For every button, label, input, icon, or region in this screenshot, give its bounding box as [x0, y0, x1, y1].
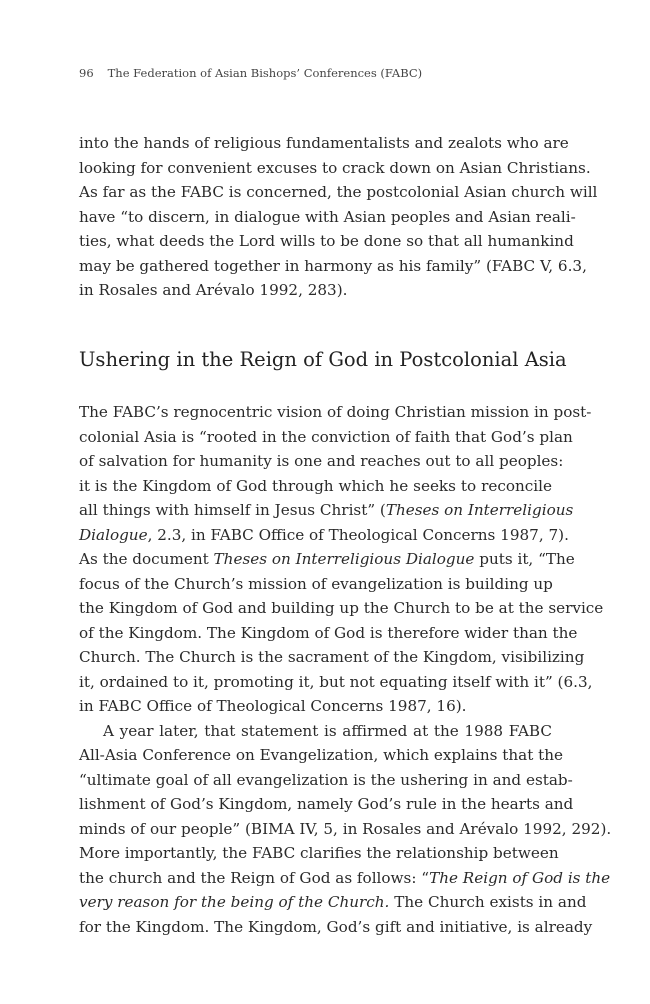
- text-run: the church and the Reign of God as follows: “: [79, 868, 430, 887]
- text-line: [79, 498, 574, 523]
- text-line: [79, 547, 575, 572]
- text-line: looking for convenient excuses to crack down on Asian Christians.: [79, 158, 591, 177]
- text-line: of the Kingdom. The Kingdom of God is therefore wider than the: [79, 623, 578, 642]
- italic-title: Theses on Interreligious: [385, 501, 574, 519]
- section-heading: Ushering in the Reign of God in Postcolonial Asia: [79, 348, 567, 371]
- text-line: it, ordained to it, promoting it, but not equating itself with it” (6.3,: [79, 672, 593, 691]
- text-line: All-Asia Conference on Evangelization, which explains that the: [79, 746, 564, 764]
- text-line: [79, 890, 587, 915]
- text-line: ties, what deeds the Lord wills to be done so that all humankind: [79, 232, 574, 250]
- text-line: lishment of God’s Kingdom, namely God’s rule in the hearts and: [79, 795, 574, 813]
- text-line: [79, 866, 611, 891]
- text-line: into the hands of religious fundamentalists and zealots who are: [79, 134, 569, 152]
- running-head: [79, 66, 422, 80]
- text-line: of salvation for humanity is one and reaches out to all peoples:: [79, 452, 564, 470]
- text-run: puts it, “The: [474, 550, 575, 568]
- italic-quote: The Reign of God is the: [429, 868, 611, 887]
- text-line: in FABC Office of Theological Concerns 1987, 16).: [79, 697, 467, 715]
- text-run: As the document: [79, 550, 214, 568]
- body-text: [79, 400, 612, 939]
- text-line: have “to discern, in dialogue with Asian peoples and Asian reali-: [79, 207, 576, 226]
- text-line: Church. The Church is the sacrament of the Kingdom, visibilizing: [79, 648, 585, 666]
- text-line: in Rosales and Arévalo 1992, 283).: [79, 281, 348, 299]
- italic-title: Theses on Interreligious Dialogue: [213, 550, 475, 568]
- italic-quote: very reason for the being of the Church.: [79, 893, 390, 911]
- text-run: , 2.3, in FABC Office of Theological Concerns 1987, 7).: [147, 525, 569, 544]
- page-number: 96: [79, 66, 94, 80]
- text-line: for the Kingdom. The Kingdom, God’s gift and initiative, is already: [79, 917, 593, 936]
- text-line: may be gathered together in harmony as his family” (FABC V, 6.3,: [79, 256, 587, 275]
- italic-title: Dialogue: [79, 525, 148, 544]
- text-run: The Church exists in and: [389, 893, 587, 911]
- text-line: the Kingdom of God and building up the Church to be at the service: [79, 599, 604, 617]
- text-line: The FABC’s regnocentric vision of doing Christian mission in post-: [79, 403, 592, 421]
- paragraph-2: [79, 400, 604, 719]
- text-line: “ultimate goal of all evangelization is the ushering in and estab-: [79, 770, 573, 789]
- text-line: [79, 523, 569, 548]
- text-line: As far as the FABC is concerned, the postcolonial Asian church will: [79, 183, 598, 201]
- text-line: More importantly, the FABC clarifies the relationship between: [79, 844, 559, 862]
- text-line: colonial Asia is “rooted in the conviction of faith that God’s plan: [79, 427, 573, 446]
- text-line: focus of the Church’s mission of evangelization is building up: [79, 574, 553, 593]
- text-line: it is the Kingdom of God through which he seeks to reconcile: [79, 476, 552, 495]
- text-run: all things with himself in Jesus Christ” (: [79, 501, 386, 519]
- text-line: minds of our people” (BIMA IV, 5, in Rosales and Arévalo 1992, 292).: [79, 819, 612, 838]
- text-line: A year later, that statement is affirmed at the 1988 FABC: [103, 721, 552, 740]
- paragraph-1: [79, 131, 598, 303]
- paragraph-3: [79, 719, 612, 940]
- running-title: The Federation of Asian Bishops’ Conferences (FABC): [107, 66, 423, 80]
